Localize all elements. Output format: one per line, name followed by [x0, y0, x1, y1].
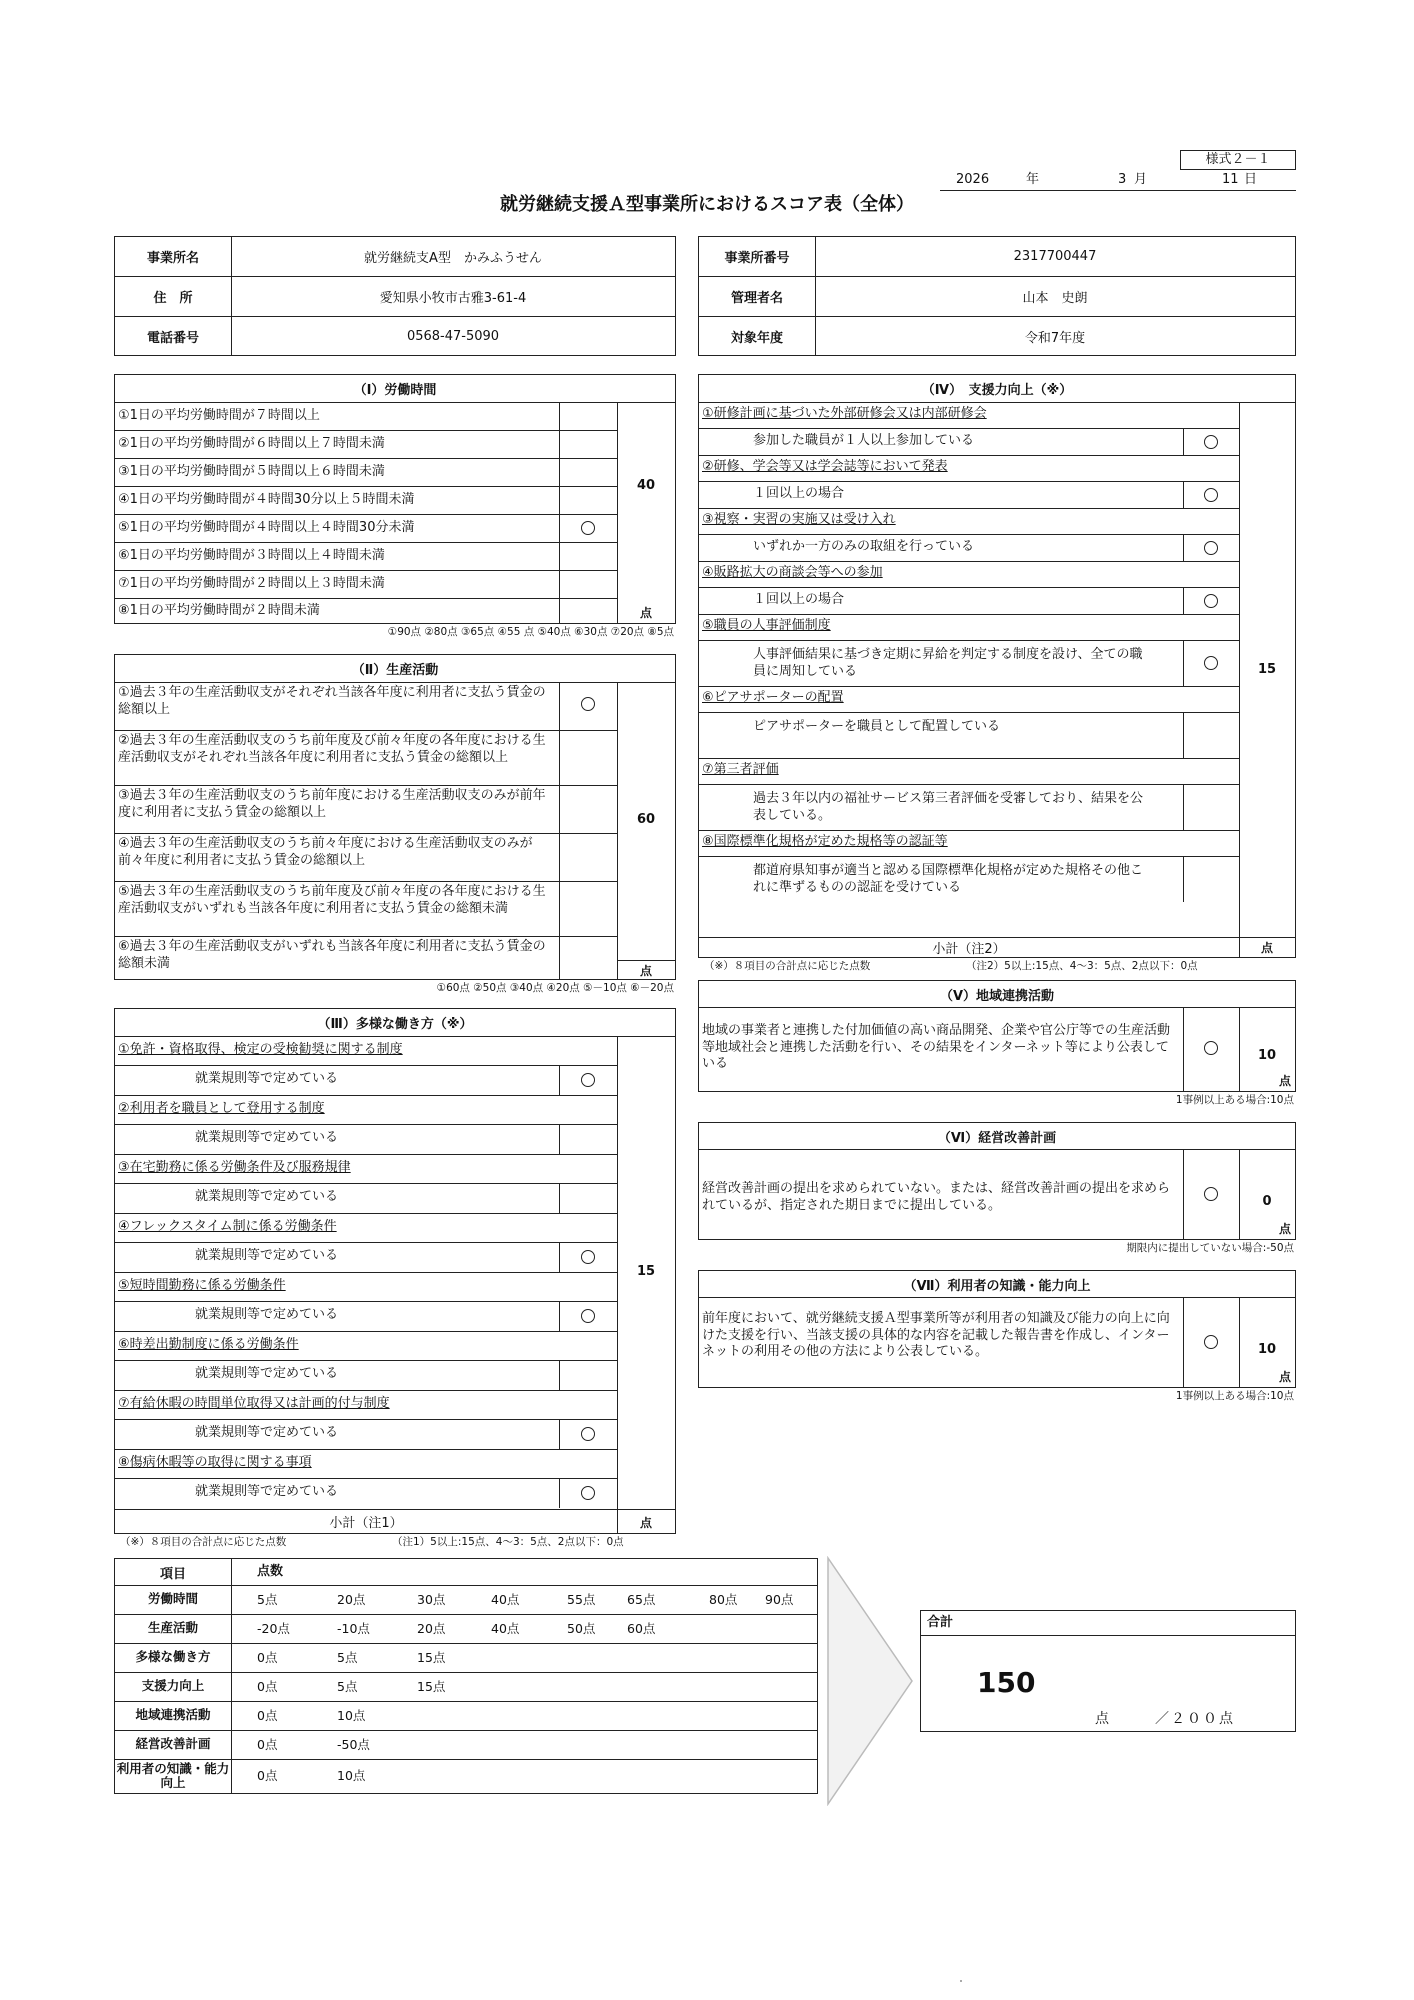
s3-score: 15	[636, 1263, 656, 1279]
row-line	[699, 455, 1239, 456]
s3-item-1-check	[581, 1073, 595, 1087]
s2-item-3: ③過去３年の生産活動収支のうち前年度における生産活動収支のみが前年度に利用者に支払う賃金の総額以上	[118, 788, 546, 820]
section-5-title: （Ⅴ）地域連携活動	[939, 988, 1055, 1004]
s3-item-6-detail: 就業規則等で定めている	[195, 1366, 339, 1381]
col-line	[1183, 640, 1184, 686]
row-line	[699, 561, 1239, 562]
s2-unit: 点	[639, 963, 652, 978]
section-6-management-plan	[698, 1122, 1296, 1240]
row-line	[115, 1124, 617, 1125]
page-title: 就労継続支援Ａ型事業所におけるスコア表（全体）	[500, 194, 914, 215]
total-max: ／２００点	[1155, 1711, 1235, 1727]
row-line	[115, 1331, 617, 1332]
s4-item-5-heading: ⑤職員の人事評価制度	[702, 618, 831, 633]
arrow-shape	[826, 1556, 914, 1806]
points-row-3-value-2: 5点	[337, 1650, 358, 1665]
date-day-unit: 日	[1244, 172, 1258, 187]
col-line	[1183, 784, 1184, 830]
col-line	[1183, 428, 1184, 455]
points-row-2-value-5: 50点	[567, 1621, 596, 1636]
row-line	[699, 481, 1239, 482]
s4-score: 15	[1257, 661, 1277, 677]
s2-item-1: ①過去３年の生産活動収支がそれぞれ当該各年度に利用者に支払う賃金の総額以上	[118, 685, 546, 717]
s7-text: 前年度において、就労継続支援Ａ型事業所等が利用者の知識及び能力の向上に向けた支援を行い、当該支援の具体的な内容を記載した報告書を作成し、インターネットの利用その他の方法により公表している。	[702, 1311, 1170, 1360]
col-line	[559, 1242, 560, 1272]
s3-item-8-check	[581, 1486, 595, 1500]
fiscal-year-value: 令和7年度	[1024, 330, 1086, 346]
s3-item-8-heading: ⑧傷病休暇等の取得に関する事項	[118, 1455, 312, 1470]
row-line	[115, 1419, 617, 1420]
s4-item-2-detail: １回以上の場合	[753, 486, 845, 501]
points-row-6-value-1: 0点	[257, 1737, 278, 1752]
s4-item-2-heading: ②研修、学会等又は学会誌等において発表	[702, 459, 948, 474]
s5-note: 1事例以上ある場合:10点	[1175, 1094, 1294, 1106]
points-row-1-value-2: 20点	[337, 1592, 366, 1607]
s6-text: 経営改善計画の提出を求められていない。または、経営改善計画の提出を求められているが、指定された期日までに提出している。	[702, 1181, 1171, 1213]
row-line	[699, 508, 1239, 509]
s1-item-8: ⑧1日の平均労働時間が２時間未満	[118, 603, 320, 618]
manager-label: 管理者名	[730, 291, 783, 306]
points-row-5-label: 地域連携活動	[135, 1707, 211, 1723]
s1-item-3: ③1日の平均労働時間が５時間以上６時間未満	[118, 464, 385, 479]
s4-item-4-heading: ④販路拡大の商談会等への参加	[702, 565, 883, 580]
points-row-2-value-6: 60点	[627, 1621, 656, 1636]
s3-note-2: （注1）5以上:15点、4～3：5点、2点以下：0点	[392, 1536, 624, 1548]
s3-item-5-heading: ⑤短時間勤務に係る労働条件	[118, 1278, 286, 1293]
s3-item-2-detail: 就業規則等で定めている	[195, 1130, 339, 1145]
s7-unit: 点	[1278, 1369, 1291, 1384]
s3-item-3-heading: ③在宅勤務に係る労働条件及び服務規律	[118, 1160, 351, 1175]
s7-note: 1事例以上ある場合:10点	[1175, 1390, 1294, 1402]
row-line	[115, 1301, 617, 1302]
s5-check	[1204, 1041, 1218, 1055]
points-row-1-value-4: 40点	[491, 1592, 520, 1607]
facility-number-value: 2317700447	[1013, 249, 1097, 264]
s6-unit: 点	[1278, 1221, 1291, 1236]
points-row-5-value-2: 10点	[337, 1708, 366, 1723]
address-label: 住 所	[153, 291, 193, 306]
s2-item-4: ④過去３年の生産活動収支のうち前々年度における生産活動収支のみが前々年度に利用者に支払う賃金の総額以上	[118, 836, 533, 868]
row-line	[115, 1449, 617, 1450]
s3-item-2-heading: ②利用者を職員として登用する制度	[118, 1101, 325, 1116]
phone-label: 電話番号	[146, 330, 199, 346]
total-box	[920, 1610, 1296, 1732]
points-row-4-value-1: 0点	[257, 1679, 278, 1694]
s4-item-3-check	[1204, 541, 1218, 555]
form-number-box	[1180, 150, 1296, 170]
row-line	[699, 640, 1239, 641]
s4-item-5-detail: 人事評価結果に基づき定期に昇給を判定する制度を設け、全ての職員に周知している	[753, 647, 1143, 679]
s5-text: 地域の事業者と連携した付加価値の高い商品開発、企業や官公庁等での生産活動等地域社会と連携した活動を行い、その結果をインターネット等により公表している	[702, 1023, 1171, 1072]
s1-item-5-check	[581, 521, 595, 535]
col-line	[559, 1419, 560, 1449]
s3-item-4-detail: 就業規則等で定めている	[195, 1248, 339, 1263]
row-line	[115, 1095, 617, 1096]
s7-check	[1204, 1335, 1218, 1349]
s4-item-8-heading: ⑧国際標準化規格が定めた規格等の認証等	[702, 834, 948, 849]
date-year-unit: 年	[1026, 172, 1040, 187]
s1-note: ①90点 ②80点 ③65点 ④55 点 ⑤40点 ⑥30点 ⑦20点 ⑧5点	[387, 626, 674, 638]
row-line	[115, 1154, 617, 1155]
points-row-3-value-3: 15点	[417, 1650, 446, 1665]
points-row-3-label: 多様な働き方	[135, 1649, 211, 1665]
col-line	[559, 1360, 560, 1390]
facility-name-label: 事業所名	[146, 251, 199, 266]
date-underline	[940, 190, 1296, 191]
section-3-work-styles	[114, 1008, 676, 1534]
row-line	[699, 712, 1239, 713]
s5-score: 10	[1257, 1047, 1277, 1063]
facility-name-value: 就労継続支A型 かみふうせん	[364, 251, 542, 266]
col-line	[559, 1065, 560, 1095]
points-header-score: 点数	[257, 1564, 284, 1579]
points-row-1-value-5: 55点	[567, 1592, 596, 1607]
total-unit: 点	[1095, 1711, 1109, 1727]
s4-item-6-detail: ピアサポーターを職員として配置している	[753, 719, 1001, 734]
points-row-4-label: 支援力向上	[141, 1678, 205, 1694]
s6-check	[1204, 1187, 1218, 1201]
s1-item-2: ②1日の平均労働時間が６時間以上７時間未満	[118, 436, 385, 451]
s4-item-8-detail: 都道府県知事が適当と認める国際標準化規格が定めた規格その他これに準ずるものの認証を受けている	[753, 863, 1144, 895]
s3-item-1-detail: 就業規則等で定めている	[195, 1071, 339, 1086]
s4-note-1: （※）８項目の合計点に応じた点数	[704, 960, 871, 972]
info-table-left	[114, 236, 676, 356]
col-line	[559, 1183, 560, 1213]
col-line	[559, 1301, 560, 1331]
s1-item-1: ①1日の平均労働時間が７時間以上	[118, 408, 320, 423]
col-line	[1183, 712, 1184, 758]
s1-item-5: ⑤1日の平均労働時間が４時間以上４時間30分未満	[118, 520, 415, 535]
s3-item-7-detail: 就業規則等で定めている	[195, 1425, 339, 1440]
points-row-4-value-3: 15点	[417, 1679, 446, 1694]
s2-note: ①60点 ②50点 ③40点 ④20点 ⑤－10点 ⑥－20点	[436, 982, 674, 994]
row-line	[115, 1213, 617, 1214]
row-line	[699, 758, 1239, 759]
s3-item-7-check	[581, 1427, 595, 1441]
points-row-1-value-1: 5点	[257, 1592, 278, 1607]
address-value: 愛知県小牧市古雅3-61-4	[379, 291, 527, 306]
s3-item-4-check	[581, 1250, 595, 1264]
points-row-2-value-1: -20点	[257, 1621, 290, 1636]
s3-subtotal-label: 小計（注1）	[329, 1516, 403, 1531]
fiscal-year-label: 対象年度	[730, 330, 783, 346]
s4-item-1-heading: ①研修計画に基づいた外部研修会又は内部研修会	[702, 406, 987, 421]
section-4-support-capability	[698, 374, 1296, 958]
facility-number-label: 事業所番号	[724, 251, 790, 266]
row-line	[115, 1242, 617, 1243]
points-row-3-value-1: 0点	[257, 1650, 278, 1665]
s4-item-3-detail: いずれか一方のみの取組を行っている	[753, 539, 975, 554]
points-row-1-value-8: 90点	[765, 1592, 794, 1607]
col-line	[559, 1124, 560, 1154]
date-day: 11	[1222, 172, 1239, 187]
points-row-6-value-2: -50点	[337, 1737, 370, 1752]
points-header-item: 項目	[159, 1566, 186, 1582]
s6-note: 期限内に提出していない場合:-50点	[1126, 1242, 1294, 1254]
s2-item-6: ⑥過去３年の生産活動収支がいずれも当該各年度に利用者に支払う賃金の総額未満	[118, 939, 546, 971]
section-1-title: （Ⅰ）労働時間	[353, 383, 437, 398]
info-table-right	[698, 236, 1296, 356]
section-7-user-skills	[698, 1270, 1296, 1388]
s4-item-2-check	[1204, 488, 1218, 502]
s2-item-5: ⑤過去３年の生産活動収支のうち前年度及び前々年度の各年度における生産活動収支がいずれも当該各年度に利用者に支払う賃金の総額未満	[118, 884, 546, 916]
section-1-labor-hours	[114, 374, 676, 624]
points-row-1-value-7: 80点	[709, 1592, 738, 1607]
total-label: 合計	[927, 1615, 954, 1630]
s6-score: 0	[1262, 1193, 1272, 1209]
s1-unit: 点	[639, 605, 652, 620]
stray-dot	[960, 1980, 962, 1982]
row-line	[699, 830, 1239, 831]
section-4-title: （Ⅳ） 支援力向上（※）	[921, 383, 1073, 398]
points-row-2-value-2: -10点	[337, 1621, 370, 1636]
total-value: 150	[977, 1666, 1036, 1699]
row-line	[699, 587, 1239, 588]
row-line	[699, 534, 1239, 535]
points-row-7-label: 利用者の知識・能力向上	[116, 1760, 230, 1790]
s3-item-6-heading: ⑥時差出勤制度に係る労働条件	[118, 1337, 299, 1352]
points-row-4-value-2: 5点	[337, 1679, 358, 1694]
s4-item-6-heading: ⑥ピアサポーターの配置	[702, 690, 844, 705]
points-row-6-label: 経営改善計画	[135, 1736, 211, 1752]
section-5-community	[698, 980, 1296, 1092]
s2-item-1-check	[581, 697, 595, 711]
section-2-title: （Ⅱ）生産活動	[351, 663, 439, 678]
s4-note-2: （注2）5以上:15点、4～3：5点、2点以下：0点	[966, 960, 1198, 972]
s3-item-7-heading: ⑦有給休暇の時間単位取得又は計画的付与制度	[118, 1396, 390, 1411]
section-6-title: （Ⅵ）経営改善計画	[937, 1130, 1057, 1146]
row-line	[115, 1478, 617, 1479]
col-line	[1183, 856, 1184, 902]
col-line	[1183, 587, 1184, 614]
s4-item-4-detail: １回以上の場合	[753, 592, 845, 607]
s3-item-5-check	[581, 1309, 595, 1323]
s4-item-1-detail: 参加した職員が１人以上参加している	[753, 433, 975, 448]
s3-item-5-detail: 就業規則等で定めている	[195, 1307, 339, 1322]
points-row-1-label: 労働時間	[147, 1591, 198, 1607]
points-row-1-value-3: 30点	[417, 1592, 446, 1607]
col-line	[1183, 534, 1184, 561]
s3-note-1: （※）８項目の合計点に応じた点数	[120, 1536, 287, 1548]
s7-score: 10	[1257, 1341, 1277, 1357]
points-row-5-value-1: 0点	[257, 1708, 278, 1723]
s4-item-4-check	[1204, 594, 1218, 608]
row-line	[115, 1360, 617, 1361]
s4-subtotal-label: 小計（注2）	[932, 942, 1006, 957]
row-line	[699, 614, 1239, 615]
s1-item-7: ⑦1日の平均労働時間が２時間以上３時間未満	[118, 576, 385, 591]
manager-value: 山本 史朗	[1022, 291, 1088, 306]
row-line	[699, 784, 1239, 785]
s3-item-3-detail: 就業規則等で定めている	[195, 1189, 339, 1204]
s4-unit: 点	[1260, 941, 1273, 955]
points-reference-table	[114, 1558, 818, 1794]
date-year: 2026	[956, 172, 990, 187]
section-7-title: （Ⅶ）利用者の知識・能力向上	[903, 1278, 1091, 1294]
row-line	[115, 1390, 617, 1391]
s2-item-2: ②過去３年の生産活動収支のうち前年度及び前々年度の各年度における生産活動収支がそれぞれ当該各年度に利用者に支払う賃金の総額以上	[118, 733, 546, 765]
date-month-unit: 月	[1134, 172, 1148, 187]
s4-item-7-detail: 過去３年以内の福祉サービス第三者評価を受審しており、結果を公表している。	[753, 791, 1144, 823]
s4-item-3-heading: ③視察・実習の実施又は受け入れ	[702, 512, 896, 527]
points-row-2-value-3: 20点	[417, 1621, 446, 1636]
s4-item-1-check	[1204, 435, 1218, 449]
s3-item-1-heading: ①免許・資格取得、検定の受検勧奨に関する制度	[118, 1042, 403, 1057]
s4-item-7-heading: ⑦第三者評価	[702, 762, 779, 777]
s1-item-6: ⑥1日の平均労働時間が３時間以上４時間未満	[118, 548, 385, 563]
section-2-production	[114, 654, 676, 980]
row-line	[115, 1272, 617, 1273]
row-line	[699, 856, 1239, 857]
s2-score: 60	[636, 811, 656, 827]
col-line	[1183, 481, 1184, 508]
row-line	[115, 1065, 617, 1066]
row-line	[699, 686, 1239, 687]
points-row-7-value-1: 0点	[257, 1768, 278, 1783]
phone-value: 0568-47-5090	[406, 328, 500, 344]
points-row-7-value-2: 10点	[337, 1768, 366, 1783]
date-month: 3	[1118, 172, 1127, 187]
col-line	[559, 1478, 560, 1508]
section-3-title: （Ⅲ）多様な働き方（※）	[317, 1017, 473, 1032]
s3-unit: 点	[639, 1515, 652, 1530]
s3-item-4-heading: ④フレックスタイム制に係る労働条件	[118, 1219, 337, 1234]
s1-score: 40	[636, 477, 656, 493]
row-line	[115, 1183, 617, 1184]
form-number: 様式２－１	[1205, 152, 1271, 167]
s5-unit: 点	[1278, 1073, 1291, 1088]
points-row-1-value-6: 65点	[627, 1592, 656, 1607]
s3-item-8-detail: 就業規則等で定めている	[195, 1484, 339, 1499]
row-line	[699, 428, 1239, 429]
s1-item-4: ④1日の平均労働時間が４時間30分以上５時間未満	[118, 492, 415, 507]
points-row-2-label: 生産活動	[147, 1620, 198, 1636]
s4-item-5-check	[1204, 656, 1218, 670]
points-row-2-value-4: 40点	[491, 1621, 520, 1636]
